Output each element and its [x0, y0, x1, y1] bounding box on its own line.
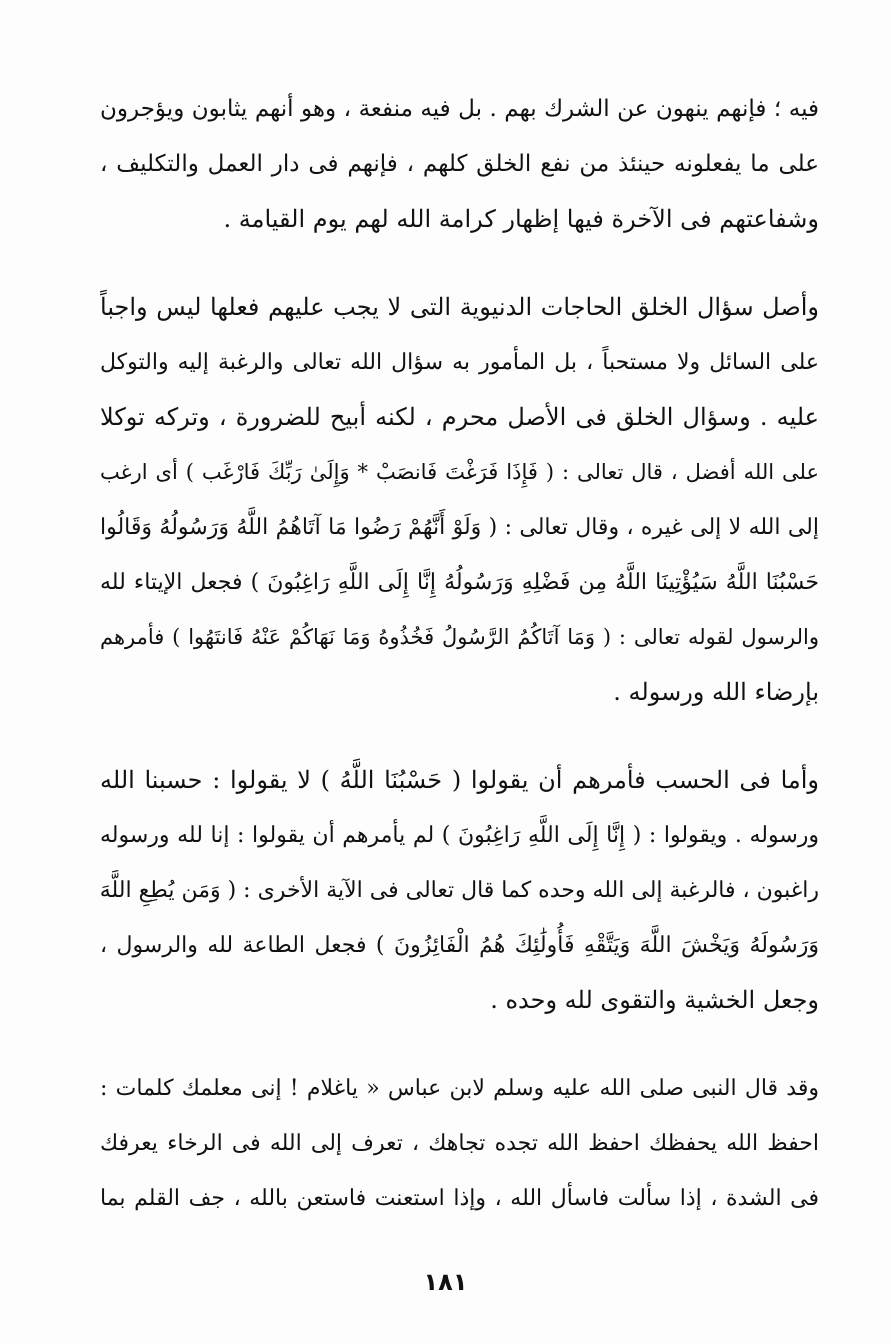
text-line: على السائل ولا مستحباً ، بل المأمور به سؤال الله تعالى والرغبة إليه والتوكل [100, 350, 819, 375]
text-line: إلى الله لا إلى غيره ، وقال تعالى : ( وَلَوْ أَنَّهُمْ رَضُوا مَا آتَاهُمُ اللَّهُ وَرَسُولُهُ وَقَالُوا [100, 515, 819, 540]
text-line: راغبون ، فالرغبة إلى الله وحده كما قال تعالى فى الآية الأخرى : ( وَمَن يُطِعِ اللَّهَ [100, 878, 819, 903]
text-line: على ما يفعلونه حينئذ من نفع الخلق كلهم ، فإنهم فى دار العمل والتكليف ، [100, 151, 819, 177]
page-text [100, 82, 819, 1259]
paragraph [100, 280, 819, 720]
page-number: ١٨١ [423, 1268, 468, 1296]
text-line: بإرضاء الله ورسوله . [613, 678, 819, 706]
text-line: وشفاعتهم فى الآخرة فيها إظهار كرامة الله لهم يوم القيامة . [223, 205, 819, 233]
text-line: وَرَسُولَهُ وَيَخْشَ اللَّهَ وَيَتَّقْهِ فَأُولَٰئِكَ هُمُ الْفَائِزُونَ ) فجعل الطاعة لله والرسول ، [100, 933, 819, 958]
text-line: وأصل سؤال الخلق الحاجات الدنيوية التى لا يجب عليهم فعلها ليس واجباً [100, 293, 819, 321]
paragraph [100, 1061, 819, 1226]
text-line: ورسوله . ويقولوا : ( إِنَّا إِلَى اللَّهِ رَاغِبُونَ ) لم يأمرهم أن يقولوا : إنا لله ورسوله [100, 823, 819, 848]
text-line: والرسول لقوله تعالى : ( وَمَا آتَاكُمُ الرَّسُولُ فَخُذُوهُ وَمَا نَهَاكُمْ عَنْهُ فَانتَهُوا ) فأمرهم [100, 625, 819, 649]
text-line: على الله أفضل ، قال تعالى : ( فَإِذَا فَرَغْتَ فَانصَبْ * وَإِلَىٰ رَبِّكَ فَارْغَب ) أى ارغب [100, 460, 819, 484]
text-line: وجعل الخشية والتقوى لله وحده . [490, 986, 819, 1014]
text-line: وأما فى الحسب فأمرهم أن يقولوا ( حَسْبُنَا اللَّهُ ) لا يقولوا : حسبنا الله [100, 766, 819, 794]
text-line: حَسْبُنَا اللَّهُ سَيُؤْتِينَا اللَّهُ مِن فَضْلِهِ وَرَسُولُهُ إِنَّا إِلَى اللَّهِ رَاغِبُونَ ) فجعل الإيتاء لله [100, 570, 819, 595]
text-line: فيه ؛ فإنهم ينهون عن الشرك بهم . بل فيه منفعة ، وهو أنهم يثابون ويؤجرون [100, 96, 819, 122]
text-line: فى الشدة ، إذا سألت فاسأل الله ، وإذا استعنت فاستعن بالله ، جف القلم بما [100, 1186, 819, 1211]
text-line: احفظ الله يحفظك احفظ الله تجده تجاهك ، تعرف إلى الله فى الرخاء يعرفك [100, 1131, 819, 1156]
paragraph [100, 82, 819, 247]
text-line: عليه . وسؤال الخلق فى الأصل محرم ، لكنه أبيح للضرورة ، وتركه توكلا [100, 403, 819, 431]
text-line: وقد قال النبى صلى الله عليه وسلم لابن عباس « ياغلام ! إنى معلمك كلمات : [100, 1076, 819, 1101]
paragraph [100, 753, 819, 1028]
